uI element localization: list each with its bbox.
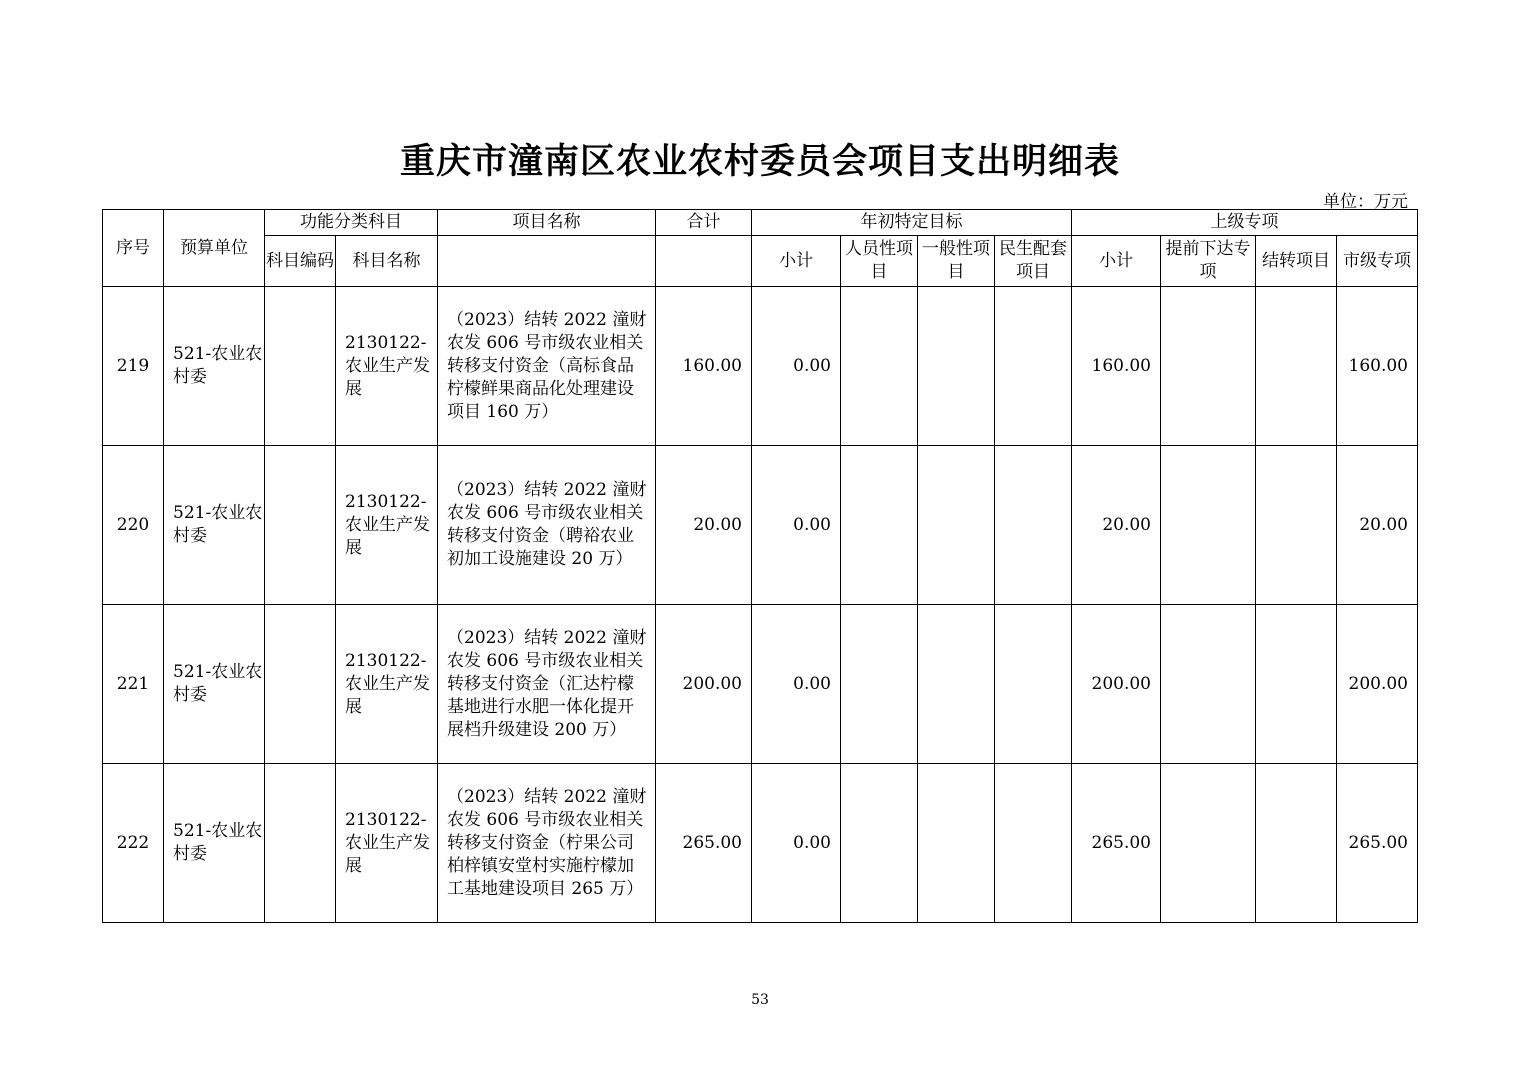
row-annual-livelihood <box>995 605 1072 764</box>
page-title: 重庆市潼南区农业农村委员会项目支出明细表 <box>399 141 1120 182</box>
table-row <box>103 605 1418 764</box>
header-total-blank <box>656 236 752 287</box>
header-upper-city: 市级专项 <box>1337 236 1418 287</box>
row-annual-personnel <box>841 287 918 446</box>
header-upper-special: 上级专项 <box>1072 210 1418 236</box>
page-number: 53 <box>751 992 769 1008</box>
header-upper-subtotal: 小计 <box>1072 236 1161 287</box>
header-annual-target: 年初特定目标 <box>752 210 1072 236</box>
row-upper-subtotal: 160.00 <box>1072 287 1161 446</box>
row-total: 20.00 <box>656 446 752 605</box>
row-annual-personnel <box>841 446 918 605</box>
row-annual-subtotal: 0.00 <box>752 764 841 923</box>
unit-label: 单位：万元 <box>1323 192 1408 212</box>
row-seq: 221 <box>103 605 164 764</box>
expenditure-table <box>102 209 1418 923</box>
row-annual-personnel <box>841 764 918 923</box>
row-subject-code <box>265 287 336 446</box>
table-row <box>103 446 1418 605</box>
header-subject-code: 科目编码 <box>265 236 336 287</box>
header-row-2 <box>103 236 1418 287</box>
row-subject-code <box>265 446 336 605</box>
row-upper-carryover <box>1256 764 1337 923</box>
row-annual-general <box>918 764 995 923</box>
row-budget-unit: 521-农业农村委 <box>164 605 265 764</box>
row-upper-city: 265.00 <box>1337 764 1418 923</box>
table-row <box>103 287 1418 446</box>
header-project-name: 项目名称 <box>438 210 656 236</box>
row-upper-carryover <box>1256 605 1337 764</box>
table-row <box>103 764 1418 923</box>
row-total: 160.00 <box>656 287 752 446</box>
row-annual-general <box>918 287 995 446</box>
row-subject-code <box>265 764 336 923</box>
row-upper-advance <box>1161 605 1256 764</box>
row-annual-general <box>918 605 995 764</box>
row-annual-general <box>918 446 995 605</box>
row-subject-name: 2130122-农业生产发展 <box>336 605 438 764</box>
row-budget-unit: 521-农业农村委 <box>164 287 265 446</box>
row-project-name: （2023）结转 2022 潼财农发 606 号市级农业相关转移支付资金（柠果公司柏梓镇安堂村实施柠檬加工基地建设项目 265 万） <box>438 764 656 923</box>
header-project-name-blank <box>438 236 656 287</box>
row-project-name: （2023）结转 2022 潼财农发 606 号市级农业相关转移支付资金（高标食品柠檬鲜果商品化处理建设项目 160 万） <box>438 287 656 446</box>
row-annual-livelihood <box>995 287 1072 446</box>
header-total: 合计 <box>656 210 752 236</box>
row-upper-carryover <box>1256 446 1337 605</box>
row-total: 265.00 <box>656 764 752 923</box>
row-annual-subtotal: 0.00 <box>752 446 841 605</box>
row-upper-advance <box>1161 287 1256 446</box>
header-upper-carryover: 结转项目 <box>1256 236 1337 287</box>
header-row-1 <box>103 210 1418 236</box>
header-seq: 序号 <box>103 210 164 287</box>
row-subject-code <box>265 605 336 764</box>
row-upper-advance <box>1161 446 1256 605</box>
header-annual-general: 一般性项目 <box>918 236 995 287</box>
row-upper-subtotal: 265.00 <box>1072 764 1161 923</box>
row-annual-subtotal: 0.00 <box>752 605 841 764</box>
row-annual-livelihood <box>995 446 1072 605</box>
row-seq: 222 <box>103 764 164 923</box>
header-upper-advance: 提前下达专项 <box>1161 236 1256 287</box>
row-project-name: （2023）结转 2022 潼财农发 606 号市级农业相关转移支付资金（汇达柠檬基地进行水肥一体化提开展档升级建设 200 万） <box>438 605 656 764</box>
row-budget-unit: 521-农业农村委 <box>164 764 265 923</box>
header-subject-name: 科目名称 <box>336 236 438 287</box>
row-upper-subtotal: 20.00 <box>1072 446 1161 605</box>
row-total: 200.00 <box>656 605 752 764</box>
row-subject-name: 2130122-农业生产发展 <box>336 287 438 446</box>
row-seq: 220 <box>103 446 164 605</box>
row-upper-city: 160.00 <box>1337 287 1418 446</box>
header-budget-unit: 预算单位 <box>164 210 265 287</box>
row-seq: 219 <box>103 287 164 446</box>
row-upper-city: 20.00 <box>1337 446 1418 605</box>
header-function-category: 功能分类科目 <box>265 210 438 236</box>
row-project-name: （2023）结转 2022 潼财农发 606 号市级农业相关转移支付资金（聘裕农业初加工设施建设 20 万） <box>438 446 656 605</box>
row-subject-name: 2130122-农业生产发展 <box>336 764 438 923</box>
row-upper-advance <box>1161 764 1256 923</box>
row-upper-subtotal: 200.00 <box>1072 605 1161 764</box>
row-annual-subtotal: 0.00 <box>752 287 841 446</box>
row-subject-name: 2130122-农业生产发展 <box>336 446 438 605</box>
header-annual-livelihood: 民生配套项目 <box>995 236 1072 287</box>
row-annual-livelihood <box>995 764 1072 923</box>
row-upper-city: 200.00 <box>1337 605 1418 764</box>
row-upper-carryover <box>1256 287 1337 446</box>
row-budget-unit: 521-农业农村委 <box>164 446 265 605</box>
row-annual-personnel <box>841 605 918 764</box>
header-annual-subtotal: 小计 <box>752 236 841 287</box>
header-annual-personnel: 人员性项目 <box>841 236 918 287</box>
